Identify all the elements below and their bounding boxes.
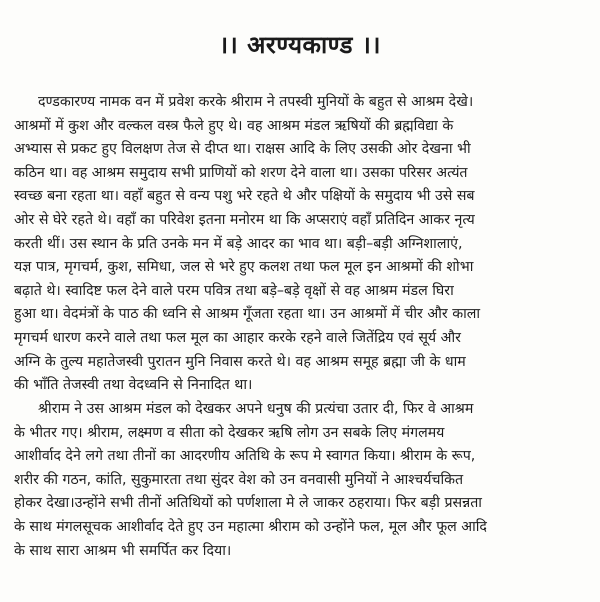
paragraph-line: होकर देखा।उन्होंने सभी तीनों अतिथियों को पर्णशाला मे ले जाकर ठहराया। फिर बड़ी प्रसन्नता <box>14 495 482 512</box>
paragraph-line: के भीतर गए। श्रीराम, लक्ष्मण व सीता को देखकर ऋषि लोग उन सबके लिए मंगलमय <box>14 424 445 441</box>
paragraph-line: बढ़ाते थे। स्वादिष्ट फल देने वाले परम पवित्र तथा बड़े–बड़े वृक्षों से वह आश्रम मंडल घिरा <box>14 282 454 299</box>
paragraph-line: कठिन था। वह आश्रम समुदाय सभी प्राणियों को शरण देने वाला था। उसका परिसर अत्यंत <box>14 164 468 181</box>
page-title: ।। अरण्यकाण्ड ।। <box>219 31 381 59</box>
paragraph-line: करती थीं। उस स्थान के प्रति उनके मन में बड़े आदर का भाव था। बड़ी–बड़ी अग्निशालाएं, <box>14 235 463 252</box>
paragraph-line: की भाँति तेजस्वी तथा वेदध्वनि से निनादित था। <box>14 377 253 394</box>
paragraph-line: अभ्यास से प्रकट हुए विलक्षण तेज से दीप्त था। राक्षस आदि के लिए उसकी ओर देखना भी <box>14 141 471 158</box>
paragraph-line: स्वच्छ बना रहता था। वहाँ बहुत से वन्य पशु भरे रहते थे और पक्षियों के समुदाय भी उसे सब <box>14 188 475 205</box>
paragraph-line: हुआ था। वेदमंत्रों के पाठ की ध्वनि से आश्रम गूँजता रहता था। उन आश्रमों में चीर और काला <box>14 306 481 323</box>
paragraph-2 <box>14 398 600 563</box>
paragraph-line: आश्रमों में कुश और वल्कल वस्त्र फैले हुए थे। वह आश्रम मंडल ऋषियों की ब्रह्मविद्या के <box>14 117 454 134</box>
paragraph-line: मृगचर्म धारण करने वाले तथा फल मूल का आहार करके रहने वाले जितेंद्रिय एवं सूर्य और <box>14 329 461 346</box>
paragraph-line: आशीर्वाद देने लगे तथा तीनों का आदरणीय अतिथि के रूप मे स्वागत किया। श्रीराम के रूप, <box>14 448 476 465</box>
paragraph-line: के साथ सारा आश्रम भी समर्पित कर दिया। <box>14 542 232 559</box>
paragraph-line: शरीर की गठन, कांति, सुकुमारता तथा सुंदर वेश को उन वनवासी मुनियों ने आश्चर्यचकित <box>14 471 464 488</box>
paragraph-line: दण्डकारण्य नामक वन में प्रवेश करके श्रीराम ने तपस्वी मुनियों के बहुत से आश्रम देखे। <box>38 94 474 110</box>
paragraph-line: अग्नि के तुल्य महातेजस्वी पुरातन मुनि निवास करते थे। वह आश्रम समूह ब्रह्मा जी के धाम <box>14 353 466 370</box>
paragraph-1 <box>14 91 600 398</box>
paragraph-line: श्रीराम ने उस आश्रम मंडल को देखकर अपने धनुष की प्रत्यंचा उतार दी, फिर वे आश्रम <box>38 401 474 417</box>
paragraph-line: ओर से घेरे रहते थे। वहाँ का परिवेश इतना मनोरम था कि अप्सराएं वहाँ प्रतिदिन आकर नृत्य <box>14 211 475 228</box>
paragraph-line: के साथ मंगलसूचक आशीर्वाद देते हुए उन महात्मा श्रीराम को उन्होंने फल, मूल और फूल आदि <box>14 518 487 535</box>
paragraph-line: यज्ञ पात्र, मृगचर्म, कुश, समिधा, जल से भरे हुए कलश तथा फल मूल इन आश्रमों की शोभा <box>14 259 474 276</box>
